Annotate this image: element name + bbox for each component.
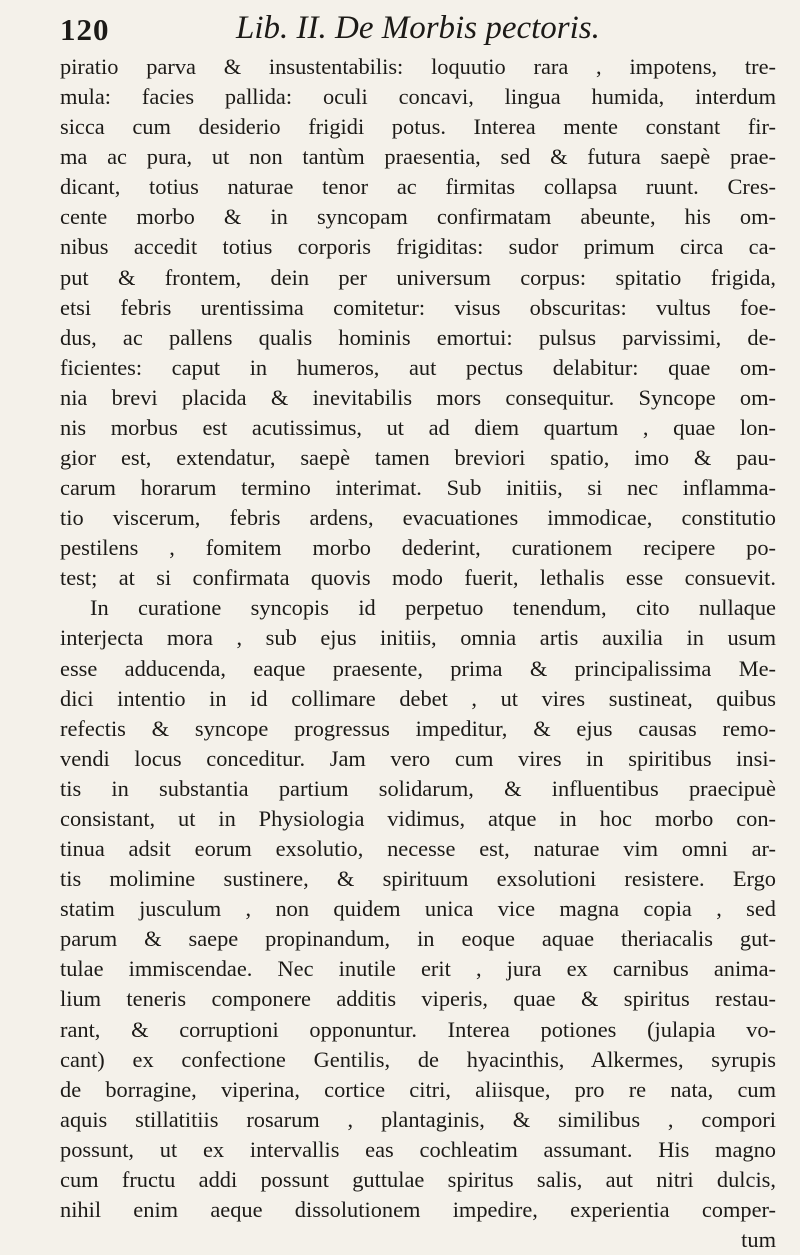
text-line: nia brevi placida & inevitabilis mors consequitur. Syncope om- [60,384,776,410]
page-header [60,6,780,50]
text-line: possunt, ut ex intervallis eas cochleatim assumant. His magno [60,1136,776,1162]
text-line: interjecta mora , sub ejus initiis, omnia artis auxilia in usum [60,625,776,651]
text-line: pestilens , fomitem morbo dederint, curationem recipere po- [60,535,776,561]
text-line: ma ac pura, ut non tantùm praesentia, sed & futura saepè prae- [60,144,776,170]
text-line: statim jusculum , non quidem unica vice magna copia , sed [60,896,776,922]
text-line: vendi locus conceditur. Jam vero cum vires in spiritibus insi- [60,745,776,771]
text-line: tis in substantia partium solidarum, & influentibus praecipuè [60,775,776,801]
page-number: 120 [60,12,110,47]
text-line: nis morbus est acutissimus, ut ad diem quartum , quae lon- [60,414,776,440]
text-line: nihil enim aeque dissolutionem impedire, experientia comper- [60,1196,776,1222]
text-line: cant) ex confectione Gentilis, de hyacinthis, Alkermes, syrupis [60,1046,776,1072]
text-line: gior est, extendatur, saepè tamen breviori spatio, imo & pau- [60,445,776,471]
text-line: tulae immiscendae. Nec inutile erit , jura ex carnibus anima- [60,956,776,982]
text-line: lium teneris componere additis viperis, quae & spiritus restau- [60,986,776,1012]
text-line: aquis stillatitiis rosarum , plantaginis, & similibus , compori [60,1106,776,1132]
text-line: consistant, ut in Physiologia vidimus, atque in hoc morbo con- [60,805,776,831]
body-text [60,52,776,1255]
text-line: test; at si confirmata quovis modo fuerit, lethalis esse consuevit. [60,565,776,591]
text-line: carum horarum termino interimat. Sub initiis, si nec inflamma- [60,475,776,501]
text-line: nibus accedit totius corporis frigiditas: sudor primum circa ca- [60,234,776,260]
text-line: esse adducenda, eaque praesente, prima & principalissima Me- [60,655,776,681]
text-line: ficientes: caput in humeros, aut pectus delabitur: quae om- [60,354,776,380]
paragraph-first-line: In curatione syncopis id perpetuo tenendum, cito nullaque [90,595,776,621]
text-line: rant, & corruptioni opponuntur. Interea potiones (julapia vo- [60,1016,776,1042]
text-line: tis molimine sustinere, & spirituum exsolutioni resistere. Ergo [60,866,776,892]
text-line: mula: facies pallida: oculi concavi, lingua humida, interdum [60,84,776,110]
text-line: tio viscerum, febris ardens, evacuationes immodicae, constitutio [60,505,776,531]
text-line: cente morbo & in syncopam confirmatam abeunte, his om- [60,204,776,230]
running-head: Lib. II. De Morbis pectoris. [236,10,600,46]
text-line: dus, ac pallens qualis hominis emortui: pulsus parvissimi, de- [60,324,776,350]
text-line: de borragine, viperina, cortice citri, aliisque, pro re nata, cum [60,1076,776,1102]
text-line: tinua adsit eorum exsolutio, necesse est, naturae vim omni ar- [60,836,776,862]
text-line: sicca cum desiderio frigidi potus. Interea mente constant fir- [60,114,776,140]
text-line: cum fructu addi possunt guttulae spiritus salis, aut nitri dulcis, [60,1166,776,1192]
text-line: parum & saepe propinandum, in eoque aquae theriacalis gut- [60,926,776,952]
text-line-catchword: tum [741,1227,776,1253]
text-line: dicant, totius naturae tenor ac firmitas collapsa ruunt. Cres- [60,174,776,200]
text-line: put & frontem, dein per universum corpus: spitatio frigida, [60,264,776,290]
text-line: piratio parva & insustentabilis: loquutio rara , impotens, tre- [60,54,776,79]
text-line: refectis & syncope progressus impeditur, & ejus causas remo- [60,715,776,741]
text-line: etsi febris urentissima comitetur: visus obscuritas: vultus foe- [60,294,776,320]
text-line: dici intentio in id collimare debet , ut vires sustineat, quibus [60,685,776,711]
